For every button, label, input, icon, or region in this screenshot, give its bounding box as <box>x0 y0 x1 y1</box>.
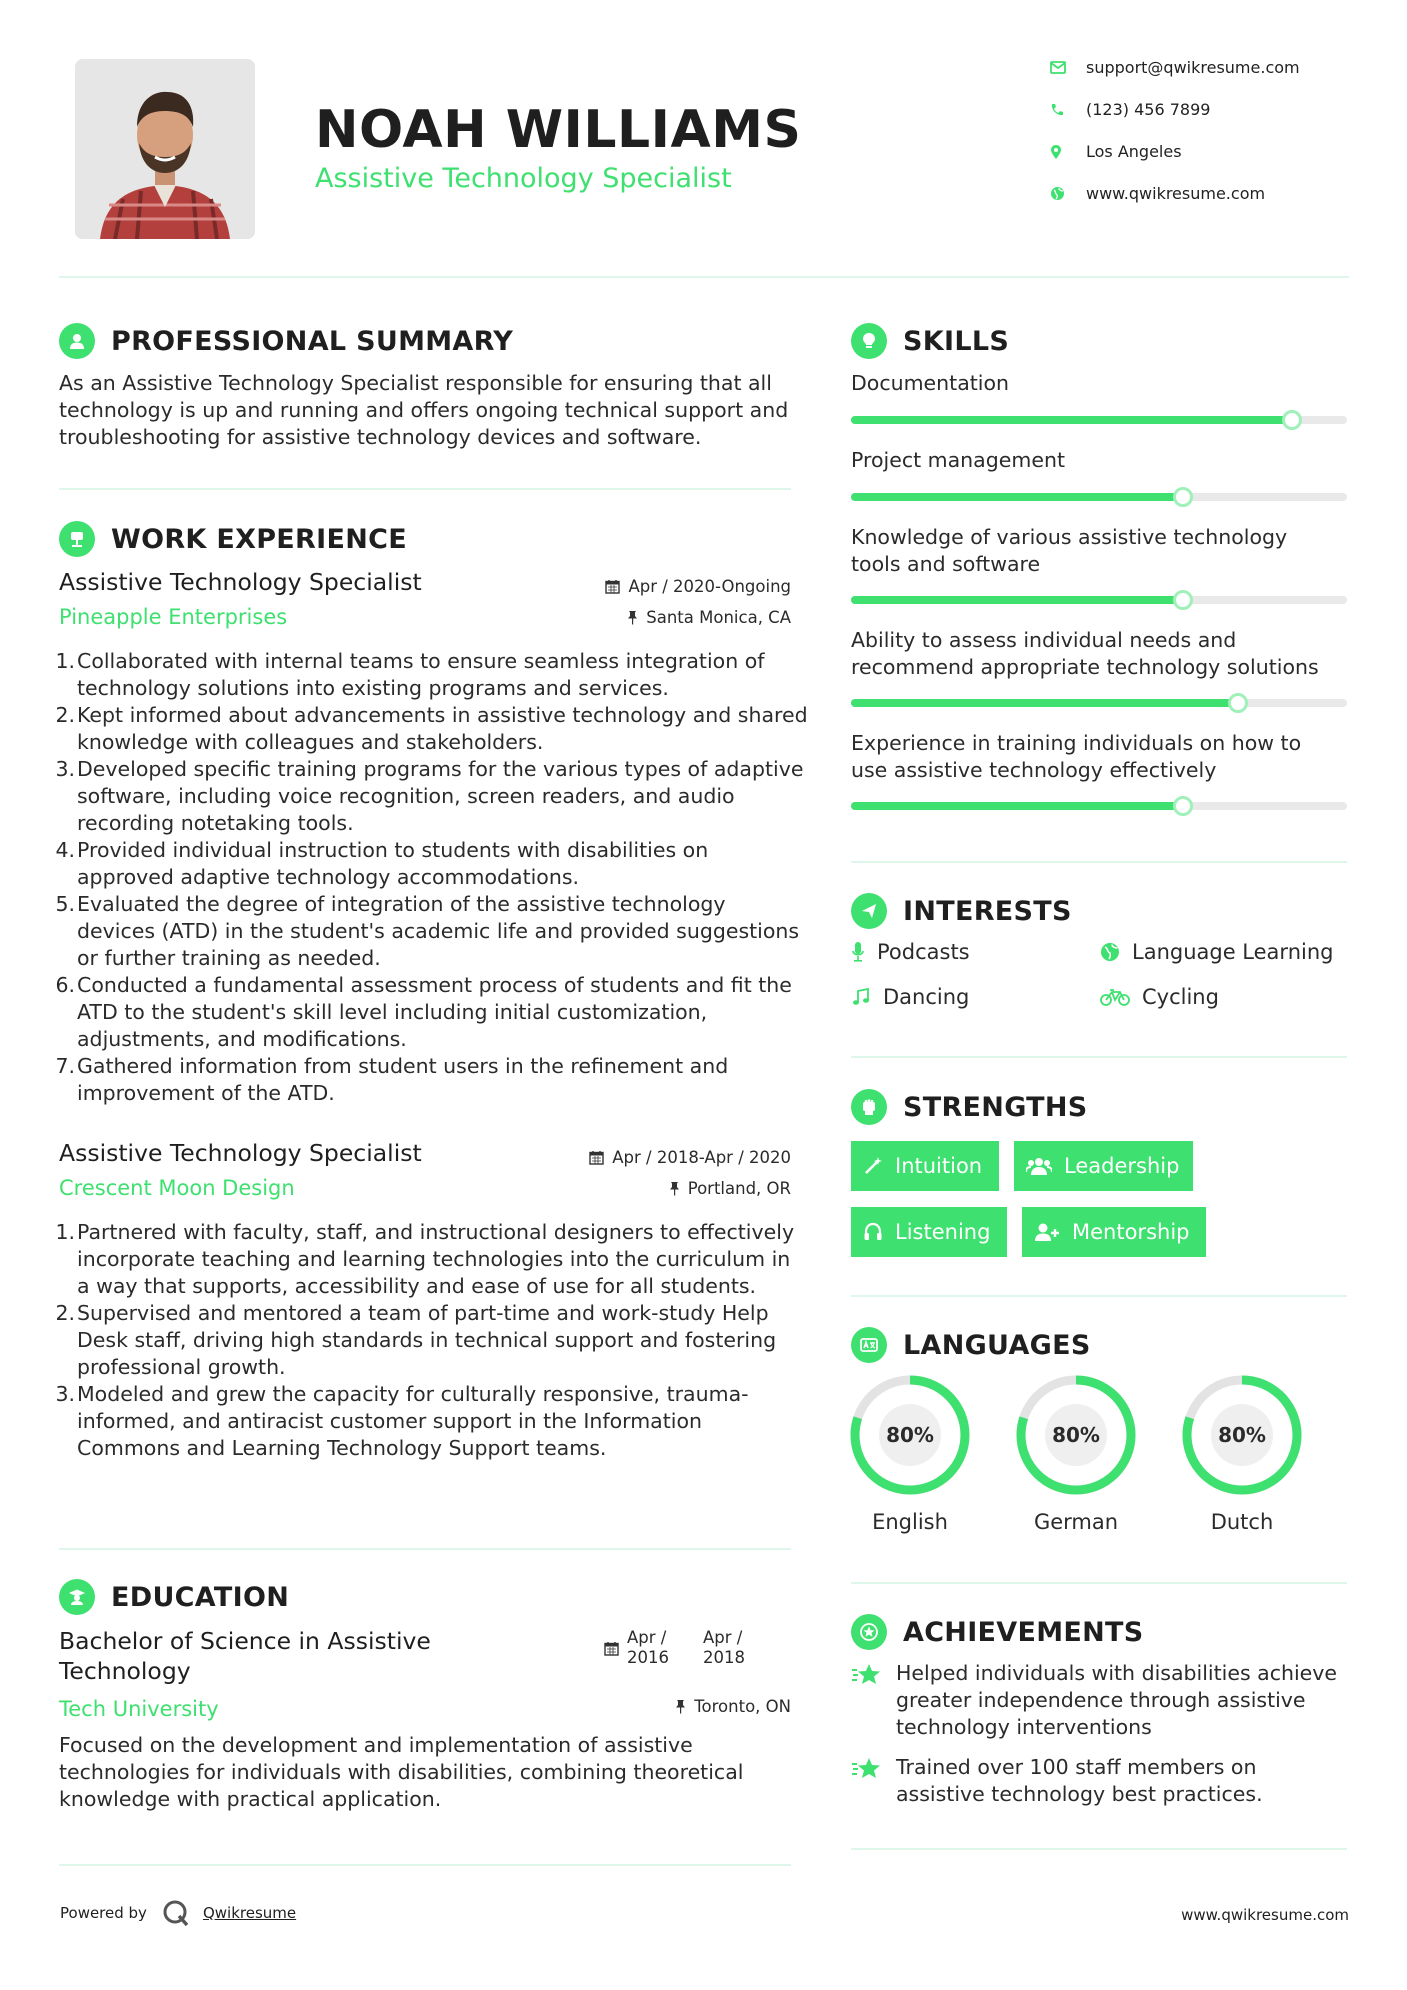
strengths-heading <box>851 1089 1088 1125</box>
list-item: 6. Conducted a fundamental assessment process of students and fit the ATD to the student's skill level including initial customization, adjustments, and modifications. <box>55 973 792 1051</box>
interests-heading-text: INTERESTS <box>903 895 1072 927</box>
phone-icon <box>1050 103 1064 117</box>
globe-icon <box>1100 942 1120 962</box>
languages-divider <box>851 1582 1347 1584</box>
list-item: 1. Collaborated with internal teams to ensure seamless integration of technology solutions into existing programs and services. <box>55 649 765 700</box>
microphone-icon <box>851 941 865 963</box>
job-1-dates <box>605 577 791 596</box>
summary-heading <box>59 323 513 359</box>
experience-heading-text: WORK EXPERIENCE <box>111 523 407 555</box>
list-item: 1. Partnered with faculty, staff, and instructional designers to effectively incorporate teaching and learning technologies into the curriculum in a way that supports, accessibility and ease of use for all students. <box>55 1220 795 1298</box>
job-1-company: Pineapple Enterprises <box>59 605 288 629</box>
list-item: 7. Gathered information from student users in the refinement and improvement of the ATD. <box>55 1054 729 1105</box>
footer-powered-by <box>60 1898 296 1928</box>
profile-photo <box>75 59 255 239</box>
interests-divider <box>851 1056 1347 1058</box>
strength-chip: Mentorship <box>1022 1207 1206 1257</box>
strengths-heading-text: STRENGTHS <box>903 1091 1088 1123</box>
contact-website-text: www.qwikresume.com <box>1086 184 1266 203</box>
education-location-text: Toronto, ON <box>694 1697 791 1716</box>
paper-plane-icon <box>851 893 887 929</box>
job-2-responsibilities <box>55 1219 809 1462</box>
language-percent: 80% <box>1211 1404 1273 1466</box>
strength-chip: Leadership <box>1014 1141 1193 1191</box>
list-item: 5. Evaluated the degree of integration of the assistive technology devices (ATD) in the student's academic life and provided suggestions or further training as needed. <box>55 892 800 970</box>
badge-star-icon <box>851 1614 887 1650</box>
contact-location-text: Los Angeles <box>1086 142 1182 161</box>
achievement-item: Helped individuals with disabilities achieve greater independence through assistive technology interventions <box>851 1660 1351 1741</box>
magic-wand-icon <box>863 1156 883 1176</box>
interest-item: Podcasts <box>851 940 970 964</box>
language-name: Dutch <box>1210 1510 1274 1534</box>
experience-heading <box>59 521 407 557</box>
map-pin-icon <box>1050 144 1062 160</box>
education-description: Focused on the development and implementation of assistive technologies for individuals with disabilities, combining theoretical knowledge with practical application. <box>59 1733 744 1811</box>
education-end-year: 2018 <box>703 1648 745 1667</box>
skill-bar-knob <box>1173 487 1193 507</box>
list-item: 3. Modeled and grew the capacity for culturally responsive, trauma-informed, and antiracist customer support in the Information Commons and Learning Technology Support teams. <box>55 1382 749 1460</box>
skill-label: Knowledge of various assistive technology tools and software <box>851 525 1288 576</box>
education-degree: Bachelor of Science in Assistive Technology <box>59 1627 431 1685</box>
skills-heading-text: SKILLS <box>903 325 1010 357</box>
user-plus-icon <box>1034 1222 1060 1242</box>
skill-label: Experience in training individuals on how to use assistive technology effectively <box>851 731 1302 782</box>
fist-icon <box>851 1089 887 1125</box>
job-2-title: Assistive Technology Specialist <box>59 1139 422 1167</box>
strength-chip: Intuition <box>851 1141 999 1191</box>
qwikresume-logo-icon <box>161 1898 191 1928</box>
globe-icon <box>1050 186 1065 201</box>
skills-heading <box>851 323 1009 359</box>
skill-bar <box>851 416 1347 424</box>
education-divider <box>59 1864 791 1866</box>
calendar-icon <box>589 1150 604 1165</box>
education-start-month: Apr / <box>627 1628 667 1647</box>
skill-bar-fill <box>851 802 1183 810</box>
skill-bar-knob <box>1228 693 1248 713</box>
education-heading-text: EDUCATION <box>111 1581 290 1613</box>
strengths-divider <box>851 1295 1347 1297</box>
education-start-year: 2016 <box>627 1648 669 1667</box>
contact-phone[interactable] <box>1050 100 1370 119</box>
skills-divider <box>851 861 1347 863</box>
education-location <box>675 1697 791 1716</box>
skill-bar-fill <box>851 699 1238 707</box>
summary-divider <box>59 488 791 490</box>
lightbulb-icon <box>851 323 887 359</box>
list-item: 3. Developed specific training programs for the various types of adaptive software, including voice recognition, screen readers, and audio recording notetaking tools. <box>55 757 804 835</box>
achievements-heading-text: ACHIEVEMENTS <box>903 1616 1144 1648</box>
contact-website[interactable] <box>1050 184 1370 203</box>
education-school: Tech University <box>59 1697 219 1721</box>
contact-email-text: support@qwikresume.com <box>1086 58 1300 77</box>
calendar-icon <box>604 1641 619 1656</box>
language-ring <box>848 1373 972 1497</box>
star-icon <box>851 1756 883 1782</box>
achievements-heading <box>851 1614 1144 1650</box>
header-divider <box>59 276 1349 278</box>
star-icon <box>851 1662 883 1688</box>
skill-bar-knob <box>1282 410 1302 430</box>
calendar-icon <box>605 579 620 594</box>
skill-bar-fill <box>851 493 1183 501</box>
summary-heading-text: PROFESSIONAL SUMMARY <box>111 325 514 357</box>
job-2-dates-text: Apr / 2018-Apr / 2020 <box>612 1148 791 1167</box>
education-heading <box>59 1579 289 1615</box>
list-item: 2. Supervised and mentored a team of part-time and work-study Help Desk staff, driving high standards in technical support and fostering professional growth. <box>55 1301 777 1379</box>
language-ring <box>1014 1373 1138 1497</box>
job-2-company: Crescent Moon Design <box>59 1176 295 1200</box>
skill-bar-knob <box>1173 590 1193 610</box>
job-2-dates <box>589 1148 791 1167</box>
user-icon <box>59 323 95 359</box>
language-name: German <box>1033 1510 1119 1534</box>
bicycle-icon <box>1100 987 1130 1007</box>
list-item: 2. Kept informed about advancements in assistive technology and shared knowledge with colleagues and stakeholders. <box>55 703 808 754</box>
person-photo-icon <box>75 59 255 239</box>
candidate-name: NOAH WILLIAMS <box>315 100 802 160</box>
job-1-dates-text: Apr / 2020-Ongoing <box>628 577 791 596</box>
achievements-divider <box>851 1848 1347 1850</box>
list-item: 4. Provided individual instruction to students with disabilities on approved adaptive technology accommodations. <box>55 838 709 889</box>
languages-heading-text: LANGUAGES <box>903 1329 1091 1361</box>
skill-bar <box>851 493 1347 501</box>
qwikresume-link[interactable]: Qwikresume <box>202 1904 297 1922</box>
skill-bar <box>851 699 1347 707</box>
skill-label: Project management <box>851 448 1065 472</box>
skill-bar <box>851 802 1347 810</box>
achievement-item: Trained over 100 staff members on assistive technology best practices. <box>851 1754 1351 1808</box>
job-1-location-text: Santa Monica, CA <box>646 608 791 627</box>
language-name: English <box>872 1510 948 1534</box>
contact-email[interactable] <box>1050 58 1370 77</box>
envelope-icon <box>1050 61 1066 74</box>
contact-phone-text: (123) 456 7899 <box>1086 100 1211 119</box>
footer-website[interactable]: www.qwikresume.com <box>1181 1906 1349 1924</box>
job-1-location <box>627 608 791 627</box>
pushpin-icon <box>675 1699 686 1714</box>
interest-item: Dancing <box>851 985 969 1009</box>
graduate-icon <box>59 1579 95 1615</box>
education-dates <box>604 1628 745 1668</box>
podium-icon <box>59 521 95 557</box>
job-2-location <box>669 1179 791 1198</box>
contact-location <box>1050 142 1370 161</box>
language-ring <box>1180 1373 1304 1497</box>
language-percent: 80% <box>879 1404 941 1466</box>
skill-label: Ability to assess individual needs and recommend appropriate technology solutions <box>851 628 1319 679</box>
translate-icon <box>851 1327 887 1363</box>
languages-heading <box>851 1327 1091 1363</box>
headphones-icon <box>863 1222 883 1242</box>
language-percent: 80% <box>1045 1404 1107 1466</box>
music-note-icon <box>851 987 871 1007</box>
job-1-responsibilities <box>55 648 809 1107</box>
skill-bar-fill <box>851 416 1292 424</box>
pushpin-icon <box>627 610 638 625</box>
skill-bar <box>851 596 1347 604</box>
powered-by-text: Powered by <box>60 1904 147 1922</box>
interest-item: Cycling <box>1100 985 1219 1009</box>
job-1-title: Assistive Technology Specialist <box>59 568 422 596</box>
users-icon <box>1026 1156 1052 1176</box>
interests-heading <box>851 893 1072 929</box>
pushpin-icon <box>669 1181 680 1196</box>
experience-divider <box>59 1548 791 1550</box>
job-2-location-text: Portland, OR <box>687 1179 791 1198</box>
education-end-month: Apr / <box>703 1628 743 1647</box>
skill-bar-fill <box>851 596 1183 604</box>
strength-chip: Listening <box>851 1207 1007 1257</box>
summary-text: As an Assistive Technology Specialist responsible for ensuring that all technology is up and running and offers ongoing technical support and troubleshooting for assistive technology devices and software. <box>59 371 789 449</box>
interest-item: Language Learning <box>1100 940 1333 964</box>
candidate-title: Assistive Technology Specialist <box>315 163 732 194</box>
skill-bar-knob <box>1173 796 1193 816</box>
skill-label: Documentation <box>851 371 1010 395</box>
